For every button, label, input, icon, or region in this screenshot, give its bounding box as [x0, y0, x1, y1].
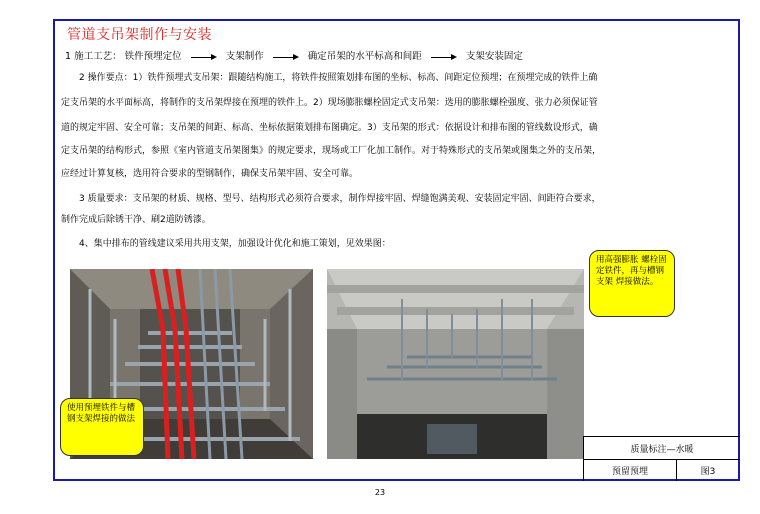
process-flow: [65, 48, 523, 62]
photo-bolted-channel-supports: [327, 269, 584, 459]
paragraph-line: 道的规定牢固、安全可靠；支吊架的间距、标高、坐标依据策划排布图确定。3）支吊架的形式：依据设计和排布图的管线数设形式，确: [61, 123, 598, 133]
process-step-3: 确定吊架的水平标高和间距: [307, 51, 422, 62]
paragraph-line: 定支吊架的水平面标高，将制作的支吊架焊接在预埋的铁件上。2）现场膨胀螺栓固定式支吊架：选用的膨胀螺栓强度、张力必须保证管: [61, 98, 598, 108]
paragraph-line: 2 操作要点：1）铁件预埋式支吊架：跟随结构施工，将铁件按照策划排布图的坐标、标高、间距定位预埋；在预埋完成的铁件上确: [79, 73, 598, 83]
page-number: 23: [374, 488, 386, 497]
process-step-1: 铁件预埋定位: [124, 51, 182, 62]
title-block-section: 预留预埋: [584, 459, 677, 481]
process-step-4: 支架安装固定: [465, 51, 523, 62]
photo-render-2: [327, 269, 584, 459]
title-block-figure: 图3: [700, 466, 716, 477]
paragraph-line: 制作完成后除锈干净、刷2道防锈漆。: [61, 215, 211, 225]
arrow-right-icon: [191, 53, 217, 61]
callout-embedded-iron: 使用预埋铁件与槽钢支架焊接的做法: [60, 398, 144, 456]
process-step-2: 支架制作: [225, 51, 264, 62]
arrow-right-icon: [273, 53, 299, 61]
arrow-right-icon: [431, 53, 457, 61]
paragraph-line: 3 质量要求：支吊架的材质、规格、型号、结构形式必须符合要求，制作焊接牢固、焊缝饱满美观、安装固定牢固、间距符合要求，: [79, 194, 601, 204]
paragraph-line: 应经过计算复核，选用符合要求的型钢制作，确保支吊架牢固、安全可靠。: [61, 169, 359, 179]
paragraph-line: 4、集中排布的管线建议采用共用支架，加强设计优化和施工策划，见效果图：: [79, 239, 391, 249]
title-block: [583, 436, 740, 481]
title-block-category: 质量标注—水暖: [584, 437, 740, 460]
page-frame: [53, 19, 740, 481]
process-label: 1 施工工艺：: [65, 51, 122, 62]
paragraph-line: 定支吊架的结构形式，参照《室内管道支吊架图集》的规定要求，现场或工厂化加工制作。对于特殊形式的支吊架或图集之外的支吊架，: [61, 146, 602, 156]
callout-expansion-bolt: 用高强膨胀 螺栓固定铁件，再与槽钢支架 焊接做法。: [589, 250, 675, 317]
page-title: 管道支吊架制作与安装: [67, 27, 212, 43]
